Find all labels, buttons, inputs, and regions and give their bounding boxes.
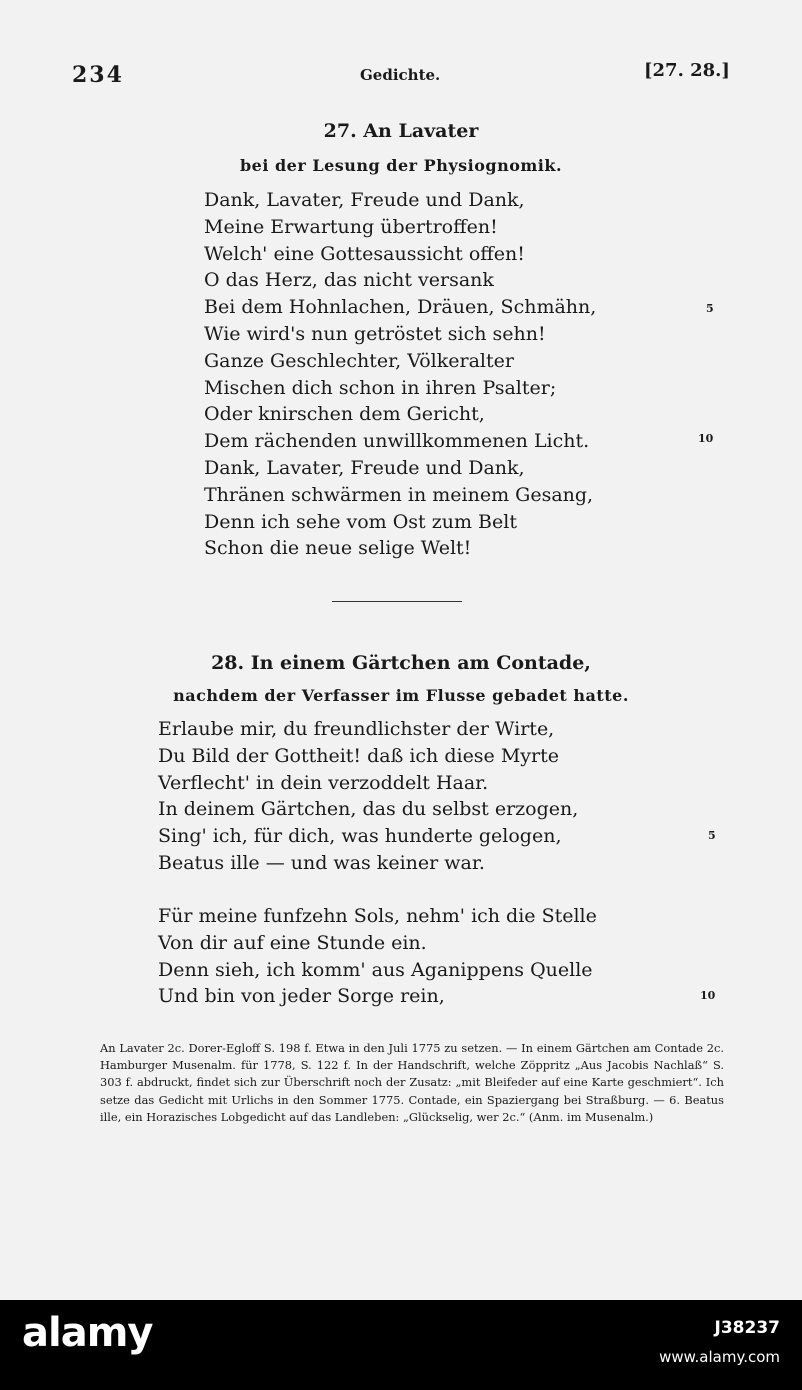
verse-line: Für meine funfzehn Sols, nehm' ich die Stelle — [158, 905, 597, 927]
alamy-logo: alamy — [22, 1310, 153, 1356]
verse-line: Oder knirschen dem Gericht, — [204, 403, 485, 426]
poem28-subtitle: nachdem der Verfasser im Flusse gebadet hatte. — [173, 686, 629, 705]
verse-line: Von dir auf eine Stunde ein. — [158, 931, 427, 954]
verse-line: Denn sieh, ich komm' aus Aganippens Quelle — [158, 958, 593, 981]
verse-line: Schon die neue selige Welt! — [204, 537, 472, 560]
verse-line: Ganze Geschlechter, Völkeralter — [204, 349, 514, 372]
image-id: J38237 — [714, 1318, 780, 1338]
poem27-verse — [204, 187, 596, 562]
verse-line: Mischen dich schon in ihren Psalter; — [204, 376, 557, 399]
poem27-subtitle: bei der Lesung der Physiognomik. — [239, 156, 563, 175]
line-number: 5 — [706, 302, 714, 315]
verse-line: Beatus ille — und was keiner war. — [158, 851, 485, 874]
running-title: Gedichte. — [360, 66, 441, 84]
line-number: 10 — [700, 989, 716, 1002]
verse-line: Sing' ich, für dich, was hunderte gelogen, — [158, 825, 562, 848]
verse-line: Denn ich sehe vom Ost zum Belt — [204, 510, 517, 533]
verse-line: Und bin von jeder Sorge rein, — [158, 985, 445, 1008]
verse-line: Dem rächenden unwillkommenen Licht. — [204, 430, 590, 453]
poem-refs: [27. 28.] — [644, 60, 730, 81]
verse-line: In deinem Gärtchen, das du selbst erzogen, — [158, 798, 579, 821]
verse-line: Erlaube mir, du freundlichster der Wirte, — [158, 718, 555, 740]
verse-line: Meine Erwartung übertroffen! — [204, 215, 498, 238]
footnotes: An Lavater 2c. Dorer-Egloff S. 198 f. Etwa in den Juli 1775 zu setzen. — In einem Gärtchen am Contade 2c. Hamburger Musenalm. für 1778, S. 122 f. In der Handschrift, welche Zöppritz „Aus Jacobis Nachlaß“ S. 303 f. abdruckt, findet sich zur Überschrift noch der Zusatz: „mit Bleifeder auf eine Karte geschmiert“. Ich setze das Gedicht mit Urlichs in den Sommer 1775. Contade, ein Spaziergang bei Straßburg. — 6. Beatus ille, ein Horazisches Lobgedicht auf das Landleben: „Glückselig, wer 2c.“ (Anm. im Musenalm.) — [100, 1041, 724, 1124]
poem27-title: 27. An Lavater — [323, 120, 479, 142]
verse-line: Du Bild der Gottheit! daß ich diese Myrte — [158, 744, 559, 767]
poem28-title: 28. In einem Gärtchen am Contade, — [211, 652, 591, 674]
site-url: www.alamy.com — [659, 1348, 780, 1366]
section-divider — [332, 601, 462, 602]
line-number: 5 — [708, 829, 716, 842]
verse-line: Dank, Lavater, Freude und Dank, — [204, 189, 525, 211]
verse-line: Dank, Lavater, Freude und Dank, — [204, 456, 525, 479]
verse-line: Wie wird's nun getröstet sich sehn! — [204, 322, 546, 345]
poem28-stanza-1 — [158, 716, 578, 877]
verse-line: Thränen schwärmen in meinem Gesang, — [204, 483, 594, 506]
verse-line: Verflecht' in dein verzoddelt Haar. — [158, 771, 489, 794]
line-number: 10 — [698, 432, 714, 445]
verse-line: Bei dem Hohnlachen, Dräuen, Schmähn, — [204, 296, 597, 319]
poem28-stanza-2 — [158, 903, 597, 1010]
verse-line: Welch' eine Gottesaussicht offen! — [204, 242, 525, 265]
page-number: 234 — [72, 62, 124, 88]
verse-line: O das Herz, das nicht versank — [204, 269, 494, 292]
